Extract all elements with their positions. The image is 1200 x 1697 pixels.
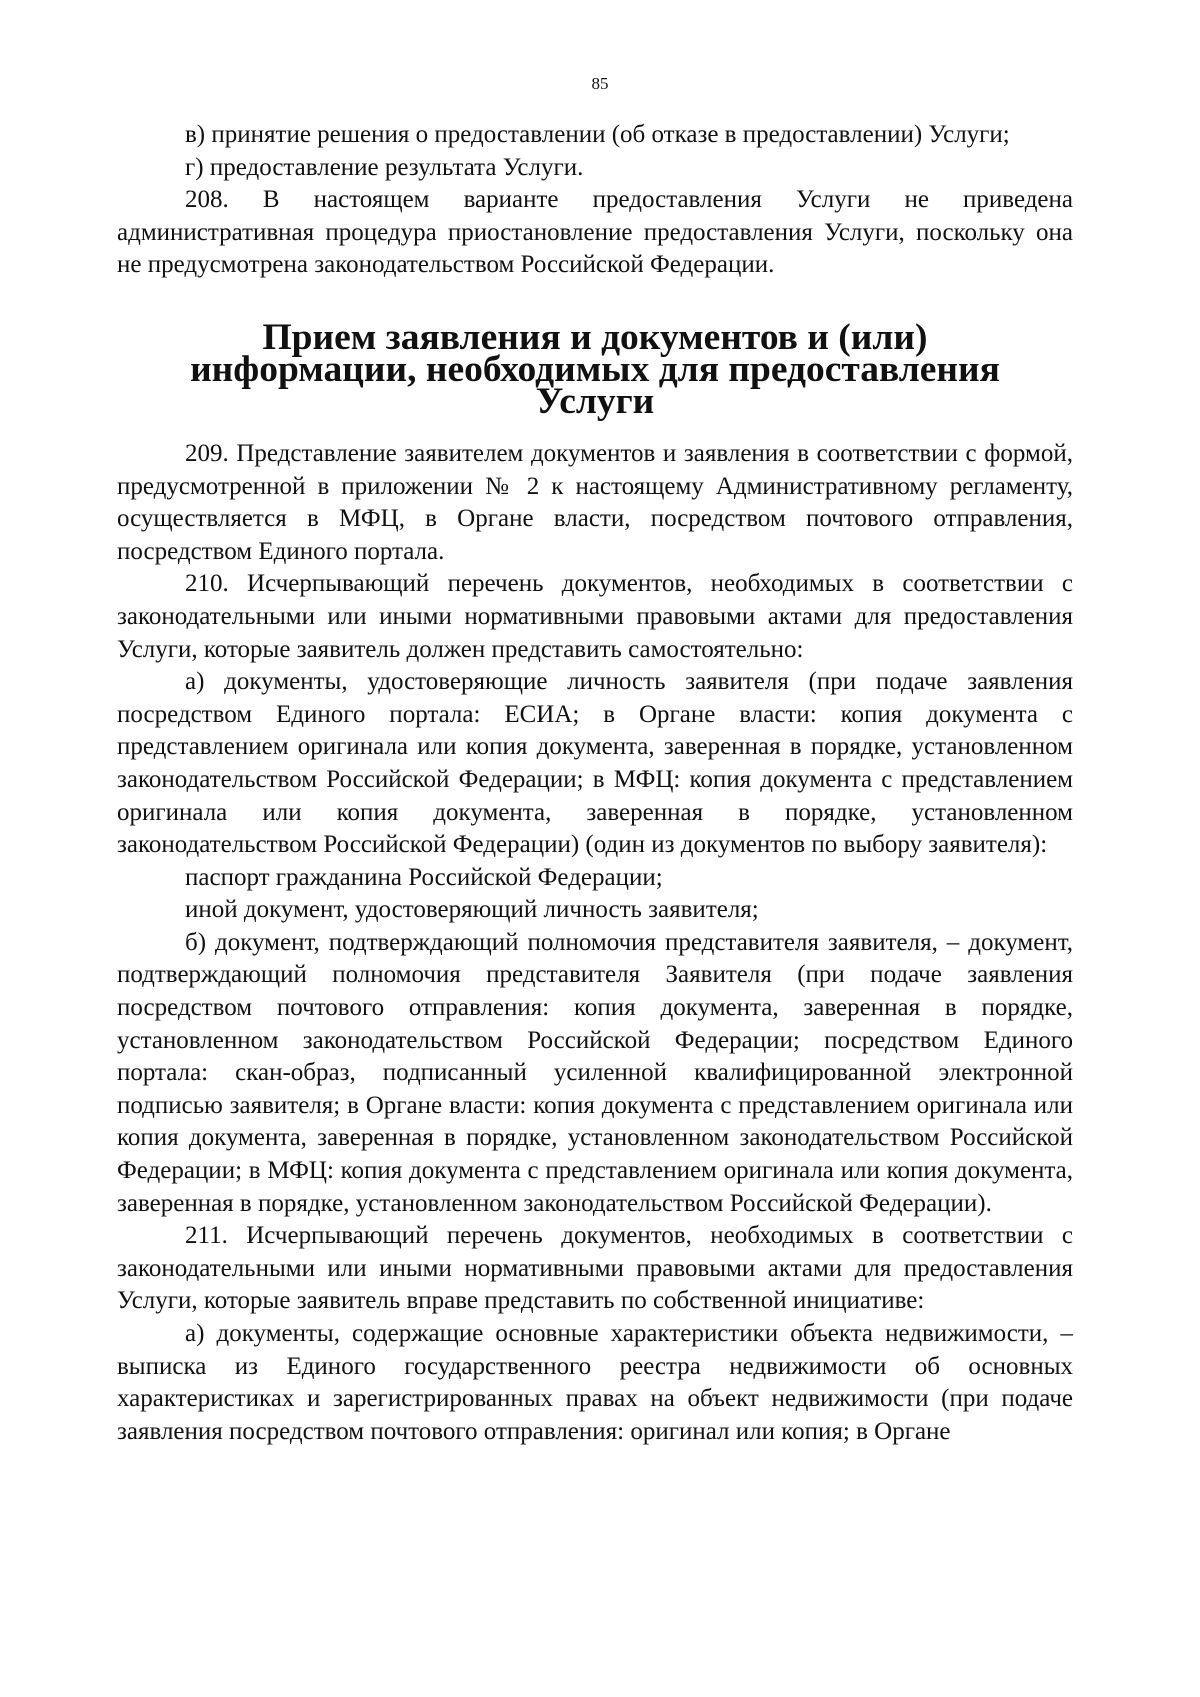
list-item-passport: паспорт гражданина Российской Федерации; — [185, 863, 663, 891]
paragraph-211: 211. Исчерпывающий перечень документов, необходимых в соответствии с законодательными или иными нормативными правовыми актами для предоставления Услуги, которые заявитель вправе представить по собственной инициативе: — [117, 1222, 1073, 1315]
page-number: 85 — [591, 74, 609, 93]
paragraph-210: 210. Исчерпывающий перечень документов, необходимых в соответствии с законодательными или иными нормативными правовыми актами для предоставления Услуги, которые заявитель должен представить самостоятельно: — [117, 570, 1073, 663]
section-heading: Прием заявления и документов и (или) информации, необходимых для предоставления Услуги — [190, 316, 1000, 422]
paragraph-211-a: а) документы, содержащие основные характеристики объекта недвижимости, – выписка из Единого государственного реестра недвижимости об основных характеристиках и зарегистрированных правах на объект недвижимости (при подаче заявления посредством почтового отправления: оригинал или копия; в Органе — [117, 1320, 1073, 1445]
paragraph-item-g: г) предоставление результата Услуги. — [185, 153, 584, 181]
list-item-other-id: иной документ, удостоверяющий личность заявителя; — [185, 896, 759, 924]
paragraph-209: 209. Представление заявителем документов и заявления в соответствии с формой, предусмотренной в приложении № 2 к настоящему Административному регламенту, осуществляется в МФЦ, в Органе власти, посредством почтового отправления, посредством Единого портала. — [117, 439, 1073, 565]
paragraph-210-b: б) документ, подтверждающий полномочия представителя заявителя, – документ, подтверждающий полномочия представителя Заявителя (при подаче заявления посредством почтового отправления: копия документа, заверенная в порядке, установленном законодательством Российской Федерации; посредством Единого портала: скан-образ, подписанный усиленной квалифицированной электронной подписью заявителя; в Органе власти: копия документа с представлением оригинала или копия документа, заверенная в порядке, установленном законодательством Российской Федерации; в МФЦ: копия документа с представлением оригинала или копия документа, заверенная в порядке, установленном законодательством Российской Федерации). — [117, 928, 1073, 1217]
paragraph-208: 208. В настоящем варианте предоставления Услуги не приведена административная процедура приостановление предоставления Услуги, поскольку она не предусмотрена законодательством Российской Федерации. — [117, 186, 1073, 279]
paragraph-item-v: в) принятие решения о предоставлении (об отказе в предоставлении) Услуги; — [185, 121, 1010, 148]
document-body — [117, 119, 1073, 1448]
paragraph-210-a: а) документы, удостоверяющие личность заявителя (при подаче заявления посредством Единого портала: ЕСИА; в Органе власти: копия документа с представлением оригинала или копия документа, заверенная в порядке, установленном законодательством Российской Федерации; в МФЦ: копия документа с представлением оригинала или копия документа, заверенная в порядке, установленном законодательством Российской Федерации) (один из документов по выбору заявителя): — [117, 668, 1073, 859]
spacer — [117, 282, 1073, 322]
